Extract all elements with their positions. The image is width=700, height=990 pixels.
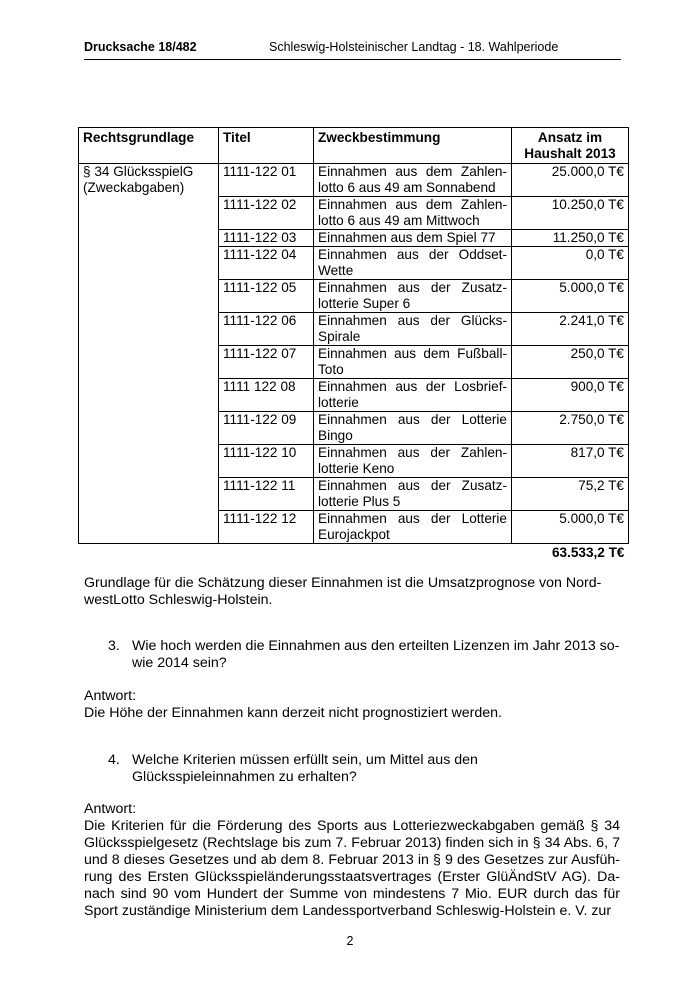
- row-title: 1111-122 01: [219, 164, 314, 197]
- column-header-amount: [512, 128, 629, 164]
- row-amount: 2.750,0 T€: [512, 412, 629, 445]
- column-header-basis: Rechtsgrundlage: [79, 128, 219, 164]
- parliament-title: Schleswig-Holsteinischer Landtag - 18. Wahlperiode: [269, 40, 559, 54]
- answer-1: [84, 688, 619, 722]
- table-row: [79, 164, 629, 197]
- column-header-amount-line1: Ansatz im: [537, 130, 603, 145]
- question-3-text: Wie hoch werden die Einnahmen aus den erteilten Lizenzen im Jahr 2013 so-wie 2014 sein?: [132, 638, 620, 671]
- table-header-row: [79, 128, 629, 164]
- revenue-table: [78, 127, 629, 561]
- question-4: [108, 752, 620, 786]
- answer-2: [84, 801, 620, 920]
- answer-2-text: Die Kriterien für die Förderung des Sports aus Lotteriezweckabgaben gemäß § 34 Glücksspielgesetz (Rechtslage bis zum 7. Februar 2013) finden sich in § 34 Abs. 6, 7 und 8 dieses Gesetzes und ab dem 8. Februar 2013 in § 9 des Gesetzes zur Ausfüh-rung des Ersten Glücksspieländerungsstaatsvertrages (Erster GlüÄndStV AG). Da-nach sind 90 vom Hundert der Summe von mindestens 7 Mio. EUR durch das für Sport zuständige Ministerium dem Landessportverband Schleswig-Holstein e. V. zur: [84, 818, 620, 919]
- row-amount: 11.250,0 T€: [512, 230, 629, 247]
- row-amount: 817,0 T€: [512, 445, 629, 478]
- row-amount: 900,0 T€: [512, 379, 629, 412]
- row-purpose: Einnahmen aus der Losbrief-lotterie: [314, 379, 512, 412]
- row-title: 1111-122 09: [219, 412, 314, 445]
- row-title: 1111-122 07: [219, 346, 314, 379]
- table-total: 63.533,2 T€: [551, 545, 625, 560]
- row-purpose: Einnahmen aus dem Fußball-Toto: [314, 346, 512, 379]
- answer-1-label: Antwort:: [84, 688, 137, 704]
- table-total-row: [79, 544, 629, 562]
- legal-basis-line2: (Zweckabgaben): [83, 180, 185, 195]
- question-4-number: 4.: [108, 752, 120, 768]
- column-header-purpose: Zweckbestimmung: [314, 128, 512, 164]
- row-title: 1111-122 10: [219, 445, 314, 478]
- row-purpose: Einnahmen aus der Zusatz-lotterie Plus 5: [314, 478, 512, 511]
- question-4-text: Welche Kriterien müssen erfüllt sein, um Mittel aus den Glücksspieleinnahmen zu erhalten?: [132, 752, 478, 785]
- row-purpose: Einnahmen aus dem Zahlen-lotto 6 aus 49 am Mittwoch: [314, 197, 512, 230]
- answer-1-text: Die Höhe der Einnahmen kann derzeit nicht prognostiziert werden.: [84, 705, 502, 721]
- row-amount: 0,0 T€: [512, 247, 629, 280]
- row-title: 1111-122 02: [219, 197, 314, 230]
- question-3-number: 3.: [108, 638, 120, 654]
- row-title: 1111-122 06: [219, 313, 314, 346]
- row-amount: 250,0 T€: [512, 346, 629, 379]
- column-header-amount-line2: Haushalt 2013: [524, 146, 616, 161]
- row-purpose: Einnahmen aus der Lotterie Bingo: [314, 412, 512, 445]
- row-title: 1111-122 05: [219, 280, 314, 313]
- header-divider: [84, 59, 621, 60]
- row-title: 1111-122 04: [219, 247, 314, 280]
- column-header-title: Titel: [219, 128, 314, 164]
- row-title: 1111-122 11: [219, 478, 314, 511]
- row-title: 1111 122 08: [219, 379, 314, 412]
- row-amount: 75,2 T€: [512, 478, 629, 511]
- row-title: 1111-122 03: [219, 230, 314, 247]
- row-amount: 5.000,0 T€: [512, 280, 629, 313]
- row-amount: 5.000,0 T€: [512, 511, 629, 544]
- row-title: 1111-122 12: [219, 511, 314, 544]
- document-reference: Drucksache 18/482: [84, 40, 197, 54]
- row-purpose: Einnahmen aus dem Zahlen-lotto 6 aus 49 am Sonnabend: [314, 164, 512, 197]
- row-amount: 25.000,0 T€: [512, 164, 629, 197]
- row-amount: 10.250,0 T€: [512, 197, 629, 230]
- question-3: [108, 638, 620, 672]
- row-purpose: Einnahmen aus der Zahlen-lotterie Keno: [314, 445, 512, 478]
- row-purpose: Einnahmen aus der Lotterie Eurojackpot: [314, 511, 512, 544]
- legal-basis-line1: § 34 GlücksspielG: [83, 164, 194, 179]
- answer-2-label: Antwort:: [84, 801, 137, 817]
- row-purpose: Einnahmen aus dem Spiel 77: [314, 230, 512, 247]
- page-number: 2: [346, 934, 354, 948]
- row-purpose: Einnahmen aus der Zusatz-lotterie Super 6: [314, 280, 512, 313]
- row-amount: 2.241,0 T€: [512, 313, 629, 346]
- row-purpose: Einnahmen aus der Oddset-Wette: [314, 247, 512, 280]
- row-purpose: Einnahmen aus der Glücks-Spirale: [314, 313, 512, 346]
- basis-paragraph: Grundlage für die Schätzung dieser Einnahmen ist die Umsatzprognose von Nord-westLotto Schleswig-Holstein.: [84, 575, 602, 608]
- legal-basis-cell: [79, 164, 219, 544]
